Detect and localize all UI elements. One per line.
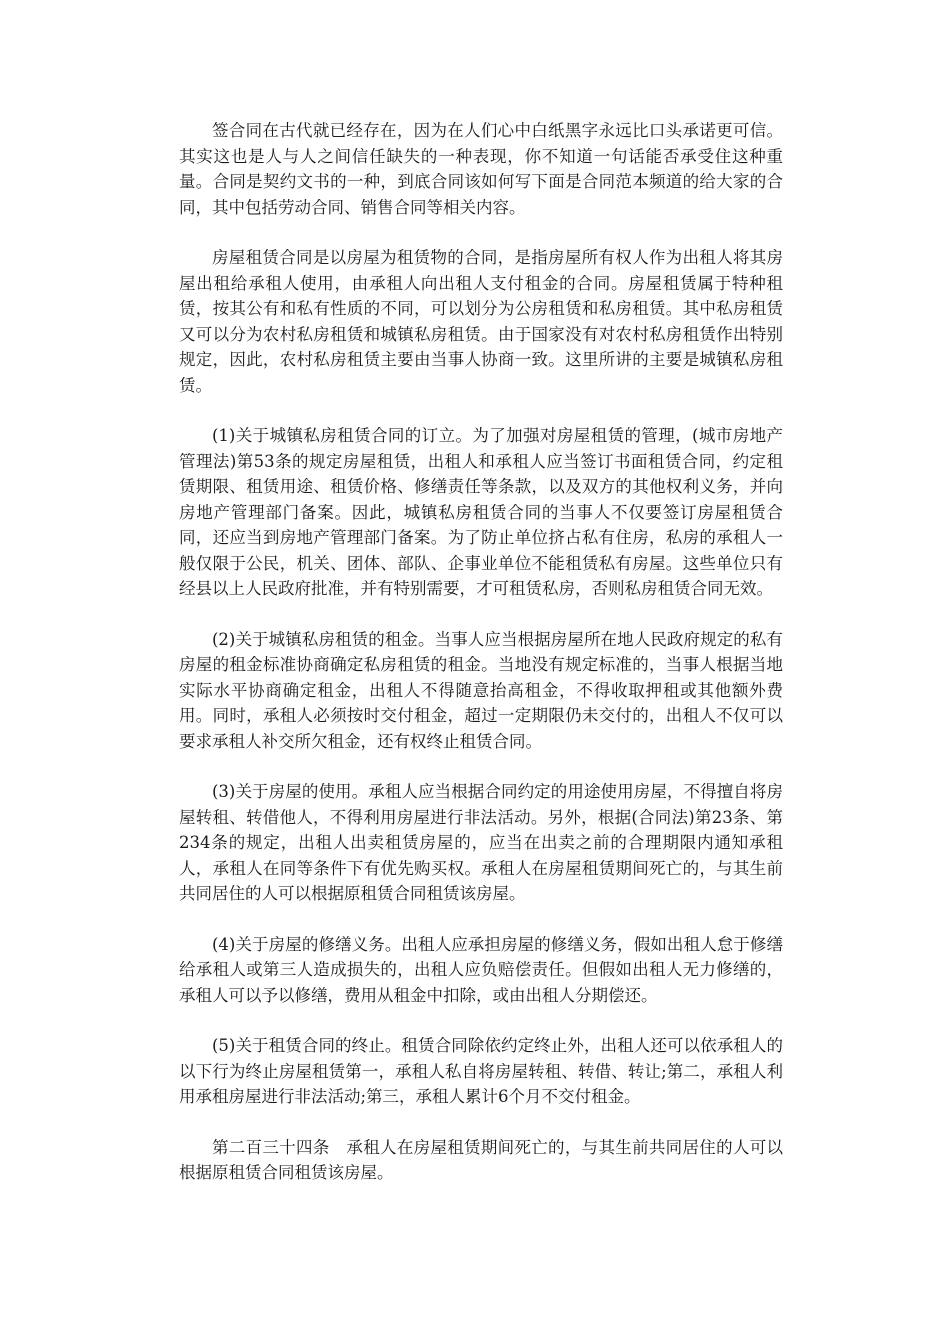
document-page <box>179 118 783 1211</box>
clause-5-paragraph: (5)关于租赁合同的终止。租赁合同除依约定终止外，出租人还可以依承租人的以下行为终止房屋租赁第一，承租人私自将房屋转租、转借、转让;第二，承租人利用承租房屋进行非法活动;第三，承租人累计6个月不交付租金。 <box>179 1036 783 1106</box>
clause-3-paragraph: (3)关于房屋的使用。承租人应当根据合同约定的用途使用房屋，不得擅自将房屋转租、转借他人，不得利用房屋进行非法活动。另外，根据(合同法)第23条、第234条的规定，出租人出卖租赁房屋的，应当在出卖之前的合理期限内通知承租人，承租人在同等条件下有优先购买权。承租人在房屋租赁期间死亡的，与其生前共同居住的人可以根据原租赁合同租赁该房屋。 <box>179 782 783 903</box>
clause-4-paragraph: (4)关于房屋的修缮义务。出租人应承担房屋的修缮义务，假如出租人怠于修缮给承租人或第三人造成损失的，出租人应负赔偿责任。但假如出租人无力修缮的，承租人可以予以修缮，费用从租金中扣除，或由出租人分期偿还。 <box>179 934 783 1005</box>
lease-definition-paragraph: 房屋租赁合同是以房屋为租赁物的合同，是指房屋所有权人作为出租人将其房屋出租给承租人使用，由承租人向出租人支付租金的合同。房屋租赁属于特种租赁，按其公有和私有性质的不同，可以划分为公房租赁和私房租赁。其中私房租赁又可以分为农村私房租赁和城镇私房租赁。由于国家没有对农村私房租赁作出特别规定，因此，农村私房租赁主要由当事人协商一致。这里所讲的主要是城镇私房租赁。 <box>179 248 783 395</box>
clause-1-paragraph: (1)关于城镇私房租赁合同的订立。为了加强对房屋租赁的管理，(城市房地产管理法)第53条的规定房屋租赁，出租人和承租人应当签订书面租赁合同，约定租赁期限、租赁用途、租赁价格、修缮责任等条款，以及双方的其他权利义务，并向房地产管理部门备案。因此，城镇私房租赁合同的当事人不仅要签订房屋租赁合同，还应当到房地产管理部门备案。为了防止单位挤占私有住房，私房的承租人一般仅限于公民，机关、团体、部队、企事业单位不能租赁私有房屋。这些单位只有经县以上人民政府批准，并有特别需要，才可租赁私房，否则私房租赁合同无效。 <box>179 426 783 598</box>
clause-2-paragraph: (2)关于城镇私房租赁的租金。当事人应当根据房屋所在地人民政府规定的私有房屋的租金标准协商确定私房租赁的租金。当地没有规定标准的，当事人根据当地实际水平协商确定租金，出租人不得随意抬高租金，不得收取押租或其他额外费用。同时，承租人必须按时交付租金，超过一定期限仍未交付的，出租人不仅可以要求承租人补交所欠租金，还有权终止租赁合同。 <box>179 629 783 751</box>
article-234-paragraph: 第二百三十四条 承租人在房屋租赁期间死亡的，与其生前共同居住的人可以根据原租赁合同租赁该房屋。 <box>179 1137 783 1182</box>
intro-paragraph: 签合同在古代就已经存在，因为在人们心中白纸黑字永远比口头承诺更可信。其实这也是人与人之间信任缺失的一种表现，你不知道一句话能否承受住这种重量。合同是契约文书的一种，到底合同该如何写下面是合同范本频道的给大家的合同，其中包括劳动合同、销售合同等相关内容。 <box>179 121 783 217</box>
